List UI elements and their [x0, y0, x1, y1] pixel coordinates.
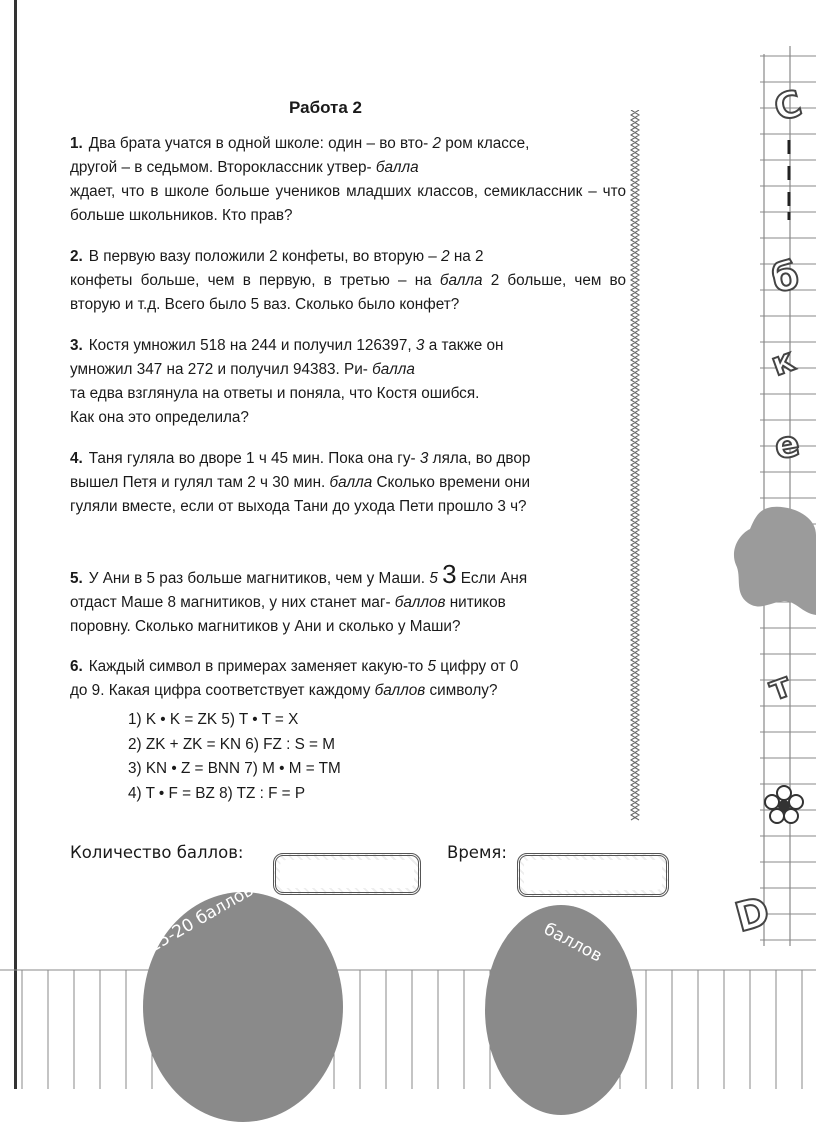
task-text: В первую вазу положили 2 конфеты, во вторую – — [88, 248, 437, 265]
score-number: 2 — [432, 135, 441, 152]
task-text: на 2 — [453, 248, 484, 265]
grid-decoration-bottom — [0, 960, 816, 1089]
score-word: балла — [439, 272, 483, 289]
score-word: балла — [372, 361, 415, 378]
score-label: Количество баллов: — [70, 843, 244, 862]
task-number: 3. — [70, 337, 83, 354]
task-text: та едва взглянула на ответы и поняла, что Костя ошибся. — [70, 385, 480, 402]
task-4 — [70, 447, 626, 519]
task-text: ляла, во двор — [432, 450, 531, 467]
task-1 — [70, 132, 626, 228]
example-row: 4) T • F = BZ 8) TZ : F = P — [128, 784, 306, 802]
score-word: баллов — [394, 594, 446, 611]
side-letter: D — [730, 888, 775, 942]
task-text: конфеты больше, чем в первую, в третью – на — [70, 272, 432, 289]
time-label: Время: — [447, 843, 507, 862]
task-text: гуляли вместе, если от выхода Тани до ухода Пети прошло 3 ч? — [70, 498, 527, 515]
task-text: ром классе, — [445, 135, 530, 152]
task-text: отдаст Маше 8 магнитиков, у них станет маг- — [70, 594, 391, 611]
task-number: 1. — [70, 135, 83, 152]
task-number: 2. — [70, 248, 83, 265]
task-text: символу? — [429, 682, 498, 699]
task-6 — [70, 655, 626, 703]
task-number: 6. — [70, 658, 83, 675]
task-text: умножил 347 на 272 и получил 94383. Ри- — [70, 361, 368, 378]
task-3 — [70, 334, 626, 430]
task-text: ждает, что в школе больше учеников младших классов, семиклассник – что больше школьников. Кто прав? — [70, 183, 626, 224]
task-text: Таня гуляла во дворе 1 ч 45 мин. Пока она гу- — [88, 450, 416, 467]
side-letter: б — [768, 253, 803, 301]
task-text: 2 больше, чем во вторую и т.д. Всего было 5 ваз. Сколько было конфет? — [70, 272, 627, 313]
task-text: Как она это определила? — [70, 409, 249, 426]
zigzag-divider — [627, 110, 643, 825]
task-number: 5. — [70, 570, 83, 587]
task-text: до 9. Какая цифра соответствует каждому — [70, 682, 371, 699]
page-title: Работа 2 — [289, 98, 362, 117]
task-number: 4. — [70, 450, 83, 467]
score-word: балла — [375, 159, 419, 176]
examples-list — [128, 708, 341, 806]
paint-blob-decoration — [732, 505, 816, 615]
task-text: вышел Петя и гулял там 2 ч 30 мин. — [70, 474, 326, 491]
side-letter: к — [766, 340, 800, 384]
score-word: балла — [329, 474, 373, 491]
page-border-line — [14, 0, 17, 1089]
score-input-box[interactable] — [273, 853, 421, 895]
score-number: 3 — [419, 450, 429, 467]
side-letter: С — [770, 83, 807, 130]
task-text: Если Аня — [460, 570, 528, 587]
score-number: 2 — [441, 248, 450, 265]
example-row: 2) ZK + ZK = KN 6) FZ : S = M — [128, 735, 335, 753]
example-row: 1) K • K = ZK 5) T • T = X — [128, 711, 299, 728]
task-text: нитиков — [449, 594, 506, 611]
time-input-box[interactable] — [517, 853, 669, 897]
score-range-text: 15-20 баллов — [145, 880, 258, 957]
task-text: Сколько времени они — [376, 474, 531, 491]
task-text: а также он — [428, 337, 504, 354]
task-5 — [70, 559, 626, 639]
example-row: 3) KN • Z = BNN 7) M • M = TM — [128, 760, 341, 777]
task-text: Каждый символ в примерах заменяет какую-то — [88, 658, 424, 675]
points-text: баллов — [540, 919, 606, 967]
score-number-large: 3 — [442, 559, 457, 589]
score-number: 5 — [429, 570, 438, 587]
score-number: 3 — [415, 337, 425, 354]
side-letter: т — [763, 664, 796, 710]
task-text: У Ани в 5 раз больше магнитиков, чем у Маши. — [88, 570, 426, 587]
task-text: Костя умножил 518 на 244 и получил 126397, — [88, 337, 412, 354]
side-letter: е — [771, 423, 803, 468]
task-text: Два брата учатся в одной школе: один – во вто- — [88, 135, 429, 152]
task-2 — [70, 245, 626, 317]
task-text: поровну. Сколько магнитиков у Ани и сколько у Маши? — [70, 618, 461, 635]
flower-icon — [764, 785, 804, 825]
dash-decoration — [785, 140, 793, 220]
score-word: баллов — [374, 682, 426, 699]
task-text: другой – в седьмом. Второклассник утвер- — [70, 159, 372, 176]
task-text: цифру от 0 — [440, 658, 519, 675]
score-number: 5 — [427, 658, 437, 675]
